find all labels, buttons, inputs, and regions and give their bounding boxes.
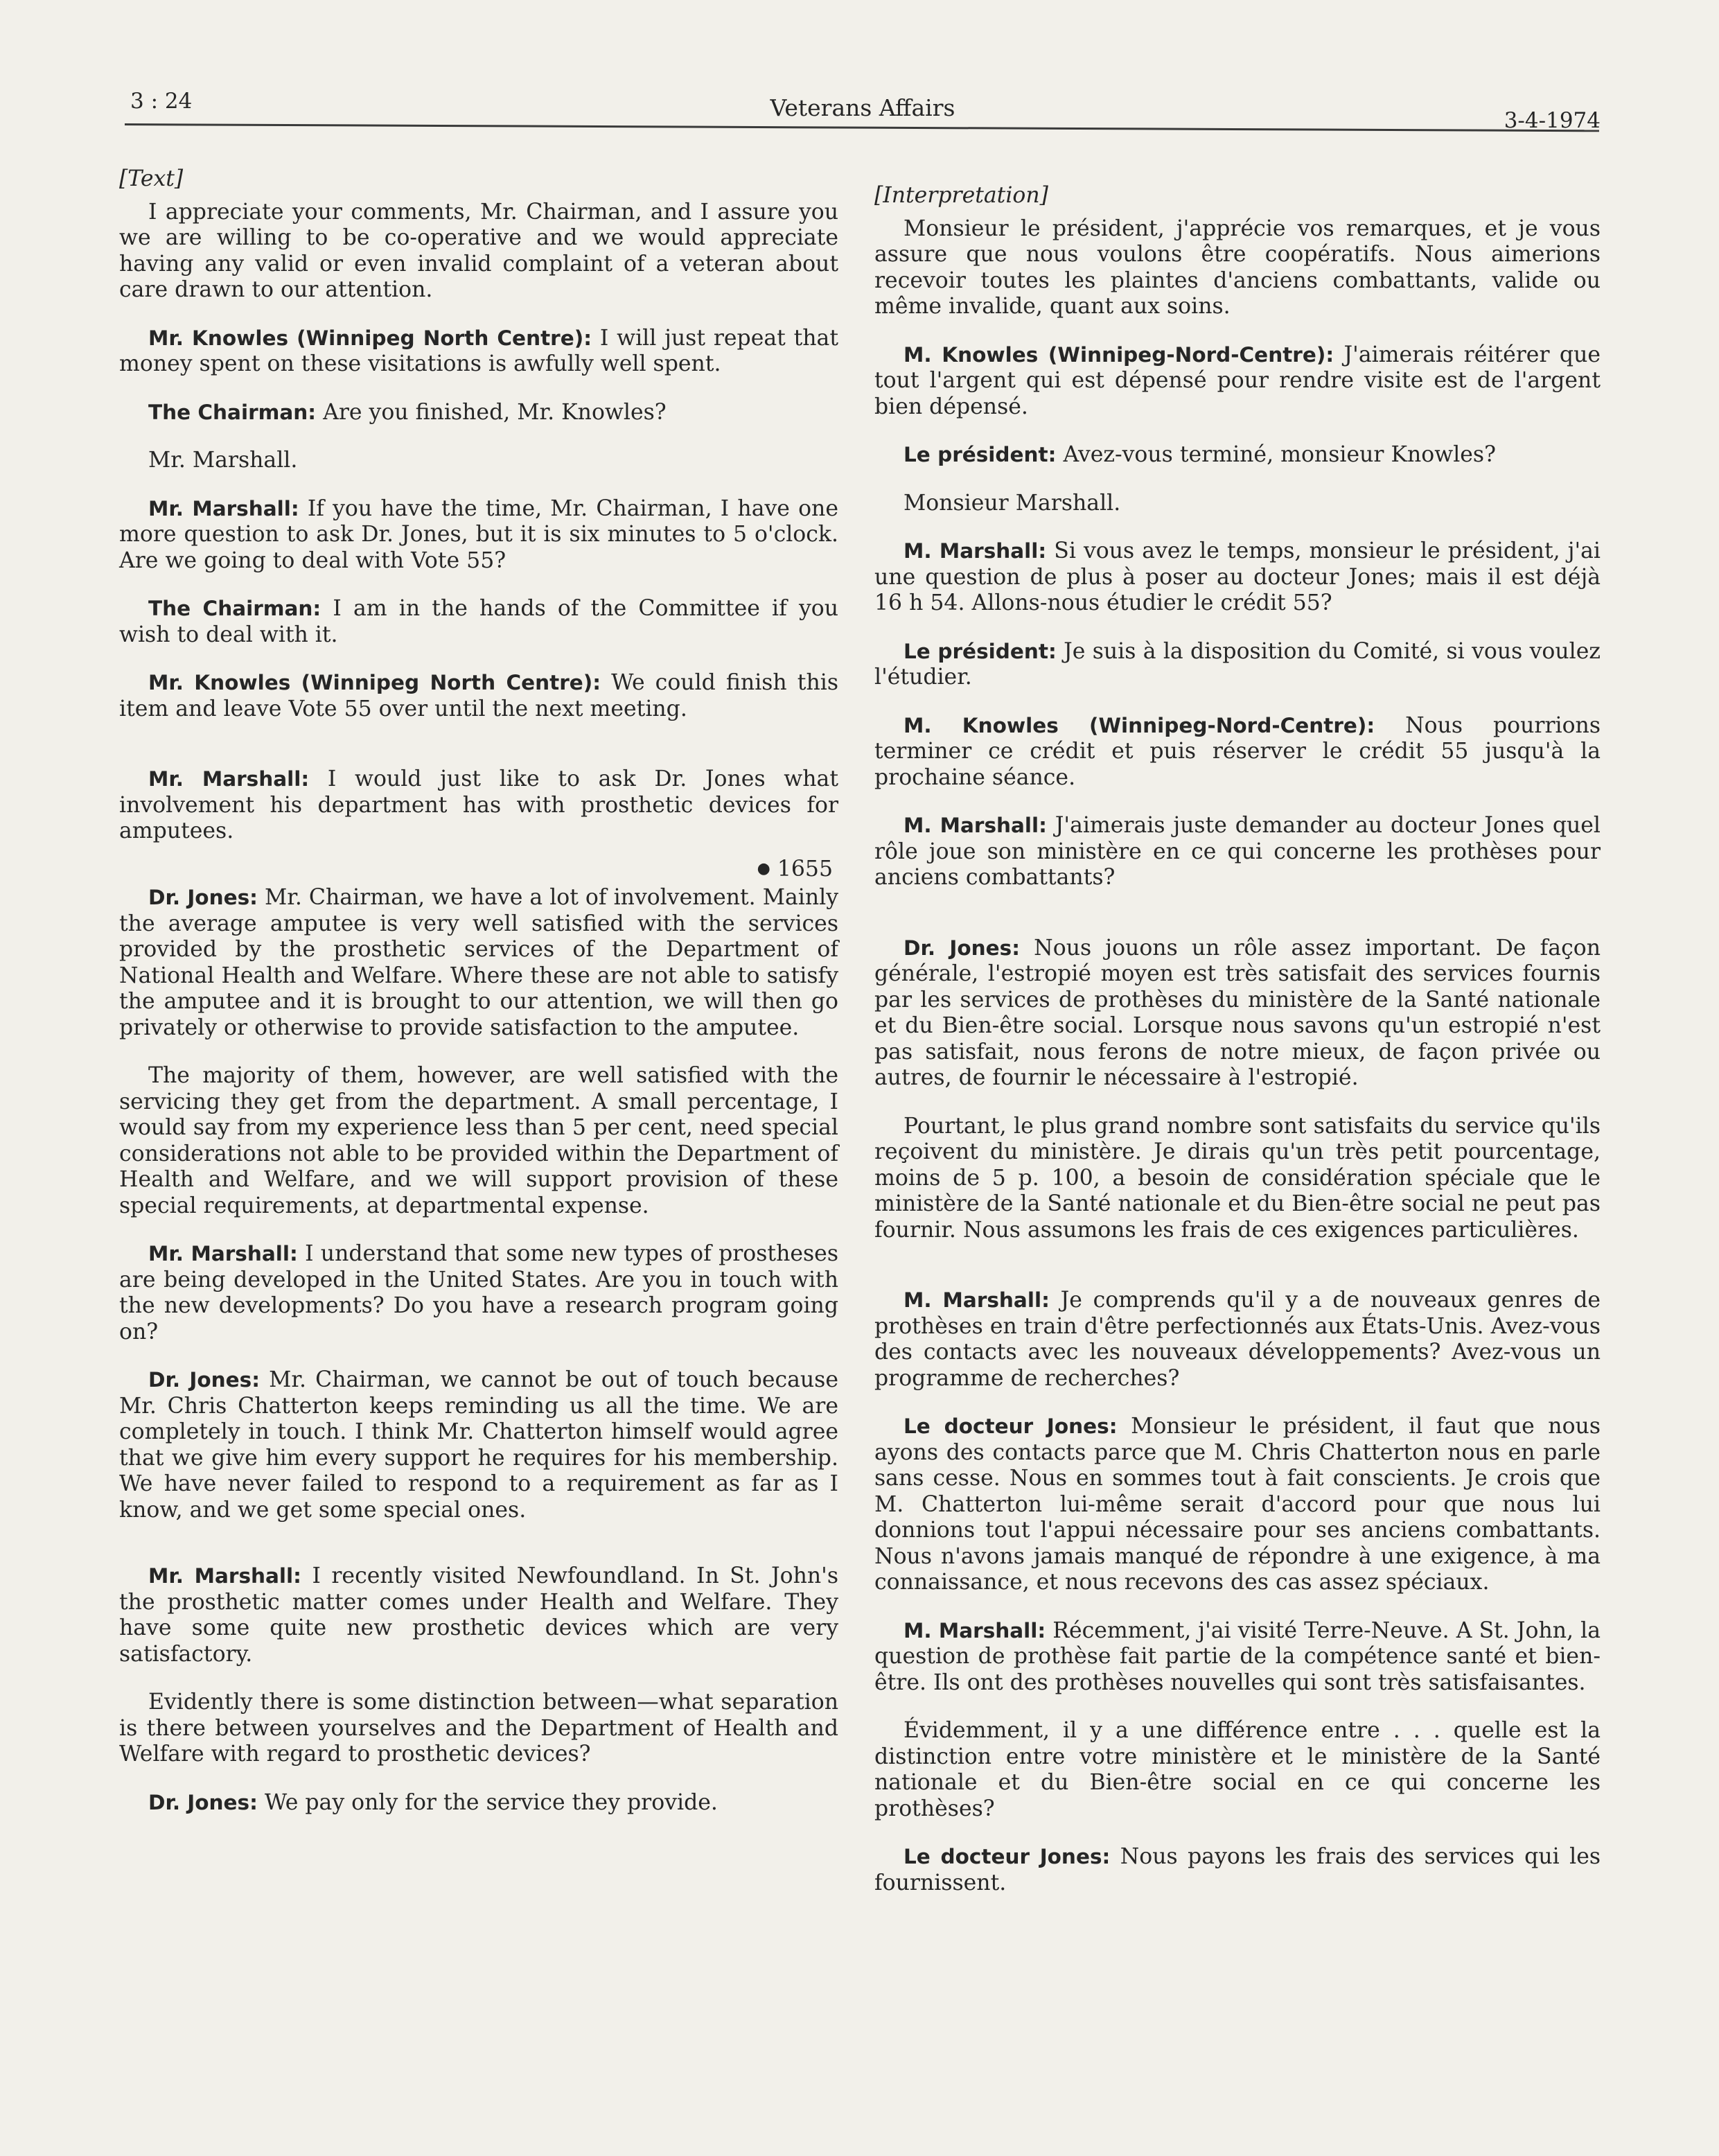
remark: J'aimerais réitérer que tout l'argent qui est dépensé pour rendre visite est de l'argent bien dépensé. bbox=[874, 342, 1601, 419]
remark: Mr. Chairman, we cannot be out of touch because Mr. Chris Chatterton keeps reminding us all the time. We are completely in touch. I think Mr. Chatterton himself would agree that we give him every support he requires for his membership. We have never failed to respond to a requirement as far as I know, and we get some special ones. bbox=[119, 1367, 838, 1523]
time-marker-value: 1655 bbox=[777, 856, 833, 882]
paragraph bbox=[119, 496, 838, 575]
paragraph: Pourtant, le plus grand nombre sont satisfaits du service qu'ils reçoivent du ministère. Je dirais qu'un très petit pourcentage, moins de 5 p. 100, a besoin de considération spéciale que le ministère de la Santé nationale et du Bien-être social ne peut pas fournir. Nous assumons les frais de ces exigences particulières. bbox=[874, 1113, 1601, 1243]
speaker: Mr. Marshall: bbox=[148, 1564, 301, 1588]
speaker: Mr. Marshall: bbox=[148, 1242, 298, 1265]
speaker: M. Marshall: bbox=[903, 1618, 1046, 1642]
paragraph bbox=[119, 596, 838, 648]
paragraph bbox=[874, 1844, 1601, 1896]
speaker: Dr. Jones: bbox=[148, 886, 258, 909]
paragraph bbox=[119, 1367, 838, 1523]
speaker: Le président: bbox=[903, 639, 1057, 663]
paragraph bbox=[119, 1241, 838, 1345]
speaker: Le docteur Jones: bbox=[903, 1414, 1118, 1438]
paragraph bbox=[874, 936, 1601, 1092]
remark: Récemment, j'ai visité Terre-Neuve. A St. John, la question de prothèse fait partie de la compétence santé et bien-être. Ils ont des prothèses nouvelles qui sont très satisfaisantes. bbox=[874, 1618, 1601, 1695]
speaker: Mr. Knowles (Winnipeg North Centre): bbox=[148, 326, 592, 350]
paragraph bbox=[874, 713, 1601, 791]
paragraph bbox=[119, 326, 838, 378]
speaker: Le président: bbox=[903, 443, 1057, 466]
remark: We could finish this item and leave Vote 55 over until the next meeting. bbox=[119, 670, 838, 721]
speaker: M. Marshall: bbox=[903, 814, 1047, 837]
interpretation-tag: [Interpretation] bbox=[874, 183, 1048, 208]
speaker: Dr. Jones: bbox=[148, 1790, 258, 1814]
paragraph: Monsieur Marshall. bbox=[903, 490, 1121, 516]
paragraph bbox=[874, 1288, 1601, 1392]
paragraph bbox=[119, 670, 838, 722]
speaker: M. Knowles (Winnipeg-Nord-Centre): bbox=[903, 342, 1334, 367]
remark: I will just repeat that money spent on these visitations is awfully well spent. bbox=[119, 325, 838, 376]
speaker: Le docteur Jones: bbox=[903, 1845, 1111, 1868]
remark: Mr. Chairman, we have a lot of involvement. Mainly the average amputee is very well satisfied with the services provided by the prosthetic services of the Department of National Health and Welfare. Where these are not able to satisfy the amputee and it is brought to our attention, we will then go privately or otherwise to provide satisfaction to the amputee. bbox=[119, 885, 839, 1040]
remark: I understand that some new types of prostheses are being developed in the United States. Are you in touch with the new developments? Do you have a research program going on? bbox=[119, 1241, 838, 1344]
speaker: The Chairman: bbox=[148, 400, 317, 424]
speaker: Dr. Jones: bbox=[148, 1368, 261, 1392]
speaker: Mr. Marshall: bbox=[148, 767, 310, 791]
text-tag: [Text] bbox=[119, 166, 184, 191]
remark: J'aimerais juste demander au docteur Jones quel rôle joue son ministère en ce qui concerne les prothèses pour anciens combattants? bbox=[874, 813, 1601, 890]
speaker: M. Marshall: bbox=[903, 539, 1047, 563]
english-column bbox=[119, 166, 838, 1838]
remark: If you have the time, Mr. Chairman, I have one more question to ask Dr. Jones, but it is six minutes to 5 o'clock. Are we going to deal with Vote 55? bbox=[119, 496, 838, 573]
paragraph bbox=[874, 1618, 1601, 1697]
paragraph: The majority of them, however, are well satisfied with the servicing they get from the department. A small percentage, I would say from my experience less than 5 per cent, need special considerations not able to be provided within the Department of Health and Welfare, and we will support provision of these special requirements, at departmental expense. bbox=[119, 1063, 838, 1218]
paragraph: I appreciate your comments, Mr. Chairman, and I assure you we are willing to be co-operative and we would appreciate having any valid or even invalid complaint of a veteran about care drawn to our attention. bbox=[119, 199, 838, 302]
speaker: Mr. Marshall: bbox=[148, 496, 299, 520]
remark: Are you finished, Mr. Knowles? bbox=[316, 399, 667, 425]
speaker: M. Knowles (Winnipeg-Nord-Centre): bbox=[903, 713, 1375, 737]
paragraph: Mr. Marshall. bbox=[148, 448, 298, 473]
bullet-icon: ● bbox=[757, 859, 770, 877]
remark: Je suis à la disposition du Comité, si vous voulez l'étudier. bbox=[874, 638, 1601, 690]
remark: We pay only for the service they provide. bbox=[257, 1789, 718, 1815]
paragraph: Monsieur le président, j'apprécie vos remarques, et je vous assure que nous voulons être coopératifs. Nous aimerions recevoir toutes les plaintes d'anciens combattants, valide ou même invalide, quant aux soins. bbox=[874, 216, 1601, 319]
remark: Monsieur le président, il faut que nous ayons des contacts parce que M. Chris Chatterton nous en parle sans cesse. Nous en sommes tout à fait conscients. Je crois que M. Chatterton lui-même serait d'accord pour que nous lui donnions tout l'appui nécessaire pour ses anciens combattants. Nous n'avons jamais manqué de répondre à une exigence, à ma connaissance, et nous recevons des cas assez spéciaux. bbox=[874, 1414, 1601, 1595]
speaker: Mr. Knowles (Winnipeg North Centre): bbox=[148, 671, 601, 694]
remark: Si vous avez le temps, monsieur le président, j'ai une question de plus à poser au docteur Jones; mais il est déjà 16 h 54. Allons-nous étudier le crédit 55? bbox=[874, 538, 1601, 615]
paragraph bbox=[874, 538, 1601, 617]
remark: Nous jouons un rôle assez important. De façon générale, l'estropié moyen est très satisfait des services fournis par les services de prothèses du ministère de la Santé nationale et du Bien-être social. Lorsque nous savons qu'un estropié n'est pas satisfait, nous ferons de notre mieux, de façon privée ou autres, de fournir le nécessaire à l'estropié. bbox=[874, 935, 1601, 1090]
page-number: 3 : 24 bbox=[130, 89, 193, 114]
remark: Nous pourrions terminer ce crédit et puis réserver le crédit 55 jusqu'à la prochaine séance. bbox=[874, 712, 1601, 790]
paragraph bbox=[119, 400, 838, 426]
paragraph bbox=[119, 766, 838, 845]
speaker: The Chairman: bbox=[148, 597, 321, 620]
remark: I recently visited Newfoundland. In St. John's the prosthetic matter comes under Health and Welfare. They have some quite new prosthetic devices which are very satisfactory. bbox=[119, 1563, 838, 1667]
paragraph bbox=[874, 813, 1601, 891]
paragraph bbox=[119, 1790, 838, 1816]
french-column bbox=[874, 183, 1601, 1918]
remark: Avez-vous terminé, monsieur Knowles? bbox=[1056, 442, 1496, 467]
remark: Je comprends qu'il y a de nouveaux genres de prothèses en train d'être perfectionnés aux États-Unis. Avez-vous des contacts avec les nouveaux développements? Avez-vous un programme de recherches? bbox=[874, 1288, 1601, 1391]
sitting-date: 3-4-1974 bbox=[1504, 108, 1601, 133]
paragraph bbox=[874, 342, 1601, 421]
paragraph bbox=[874, 639, 1601, 691]
paragraph bbox=[119, 1563, 838, 1667]
remark: Nous payons les frais des services qui les fournissent. bbox=[874, 1844, 1601, 1895]
paragraph bbox=[874, 1414, 1601, 1596]
journal-title: Veterans Affairs bbox=[770, 94, 955, 121]
time-marker bbox=[119, 856, 833, 883]
paragraph bbox=[119, 885, 838, 1041]
paragraph bbox=[874, 442, 1601, 468]
remark: I am in the hands of the Committee if you wish to deal with it. bbox=[119, 596, 838, 647]
paragraph: Evidently there is some distinction between—what separation is there between yourselves and the Department of Health and Welfare with regard to prosthetic devices? bbox=[119, 1690, 838, 1767]
paragraph: Évidemment, il y a une différence entre . . . quelle est la distinction entre votre ministère et le ministère de la Santé nationale et du Bien-être social en ce qui concerne les prothèses? bbox=[874, 1718, 1601, 1821]
speaker: M. Marshall: bbox=[903, 1288, 1050, 1312]
remark: I would just like to ask Dr. Jones what involvement his department has with prosthetic devices for amputees. bbox=[119, 766, 838, 843]
speaker: Dr. Jones: bbox=[903, 936, 1021, 960]
